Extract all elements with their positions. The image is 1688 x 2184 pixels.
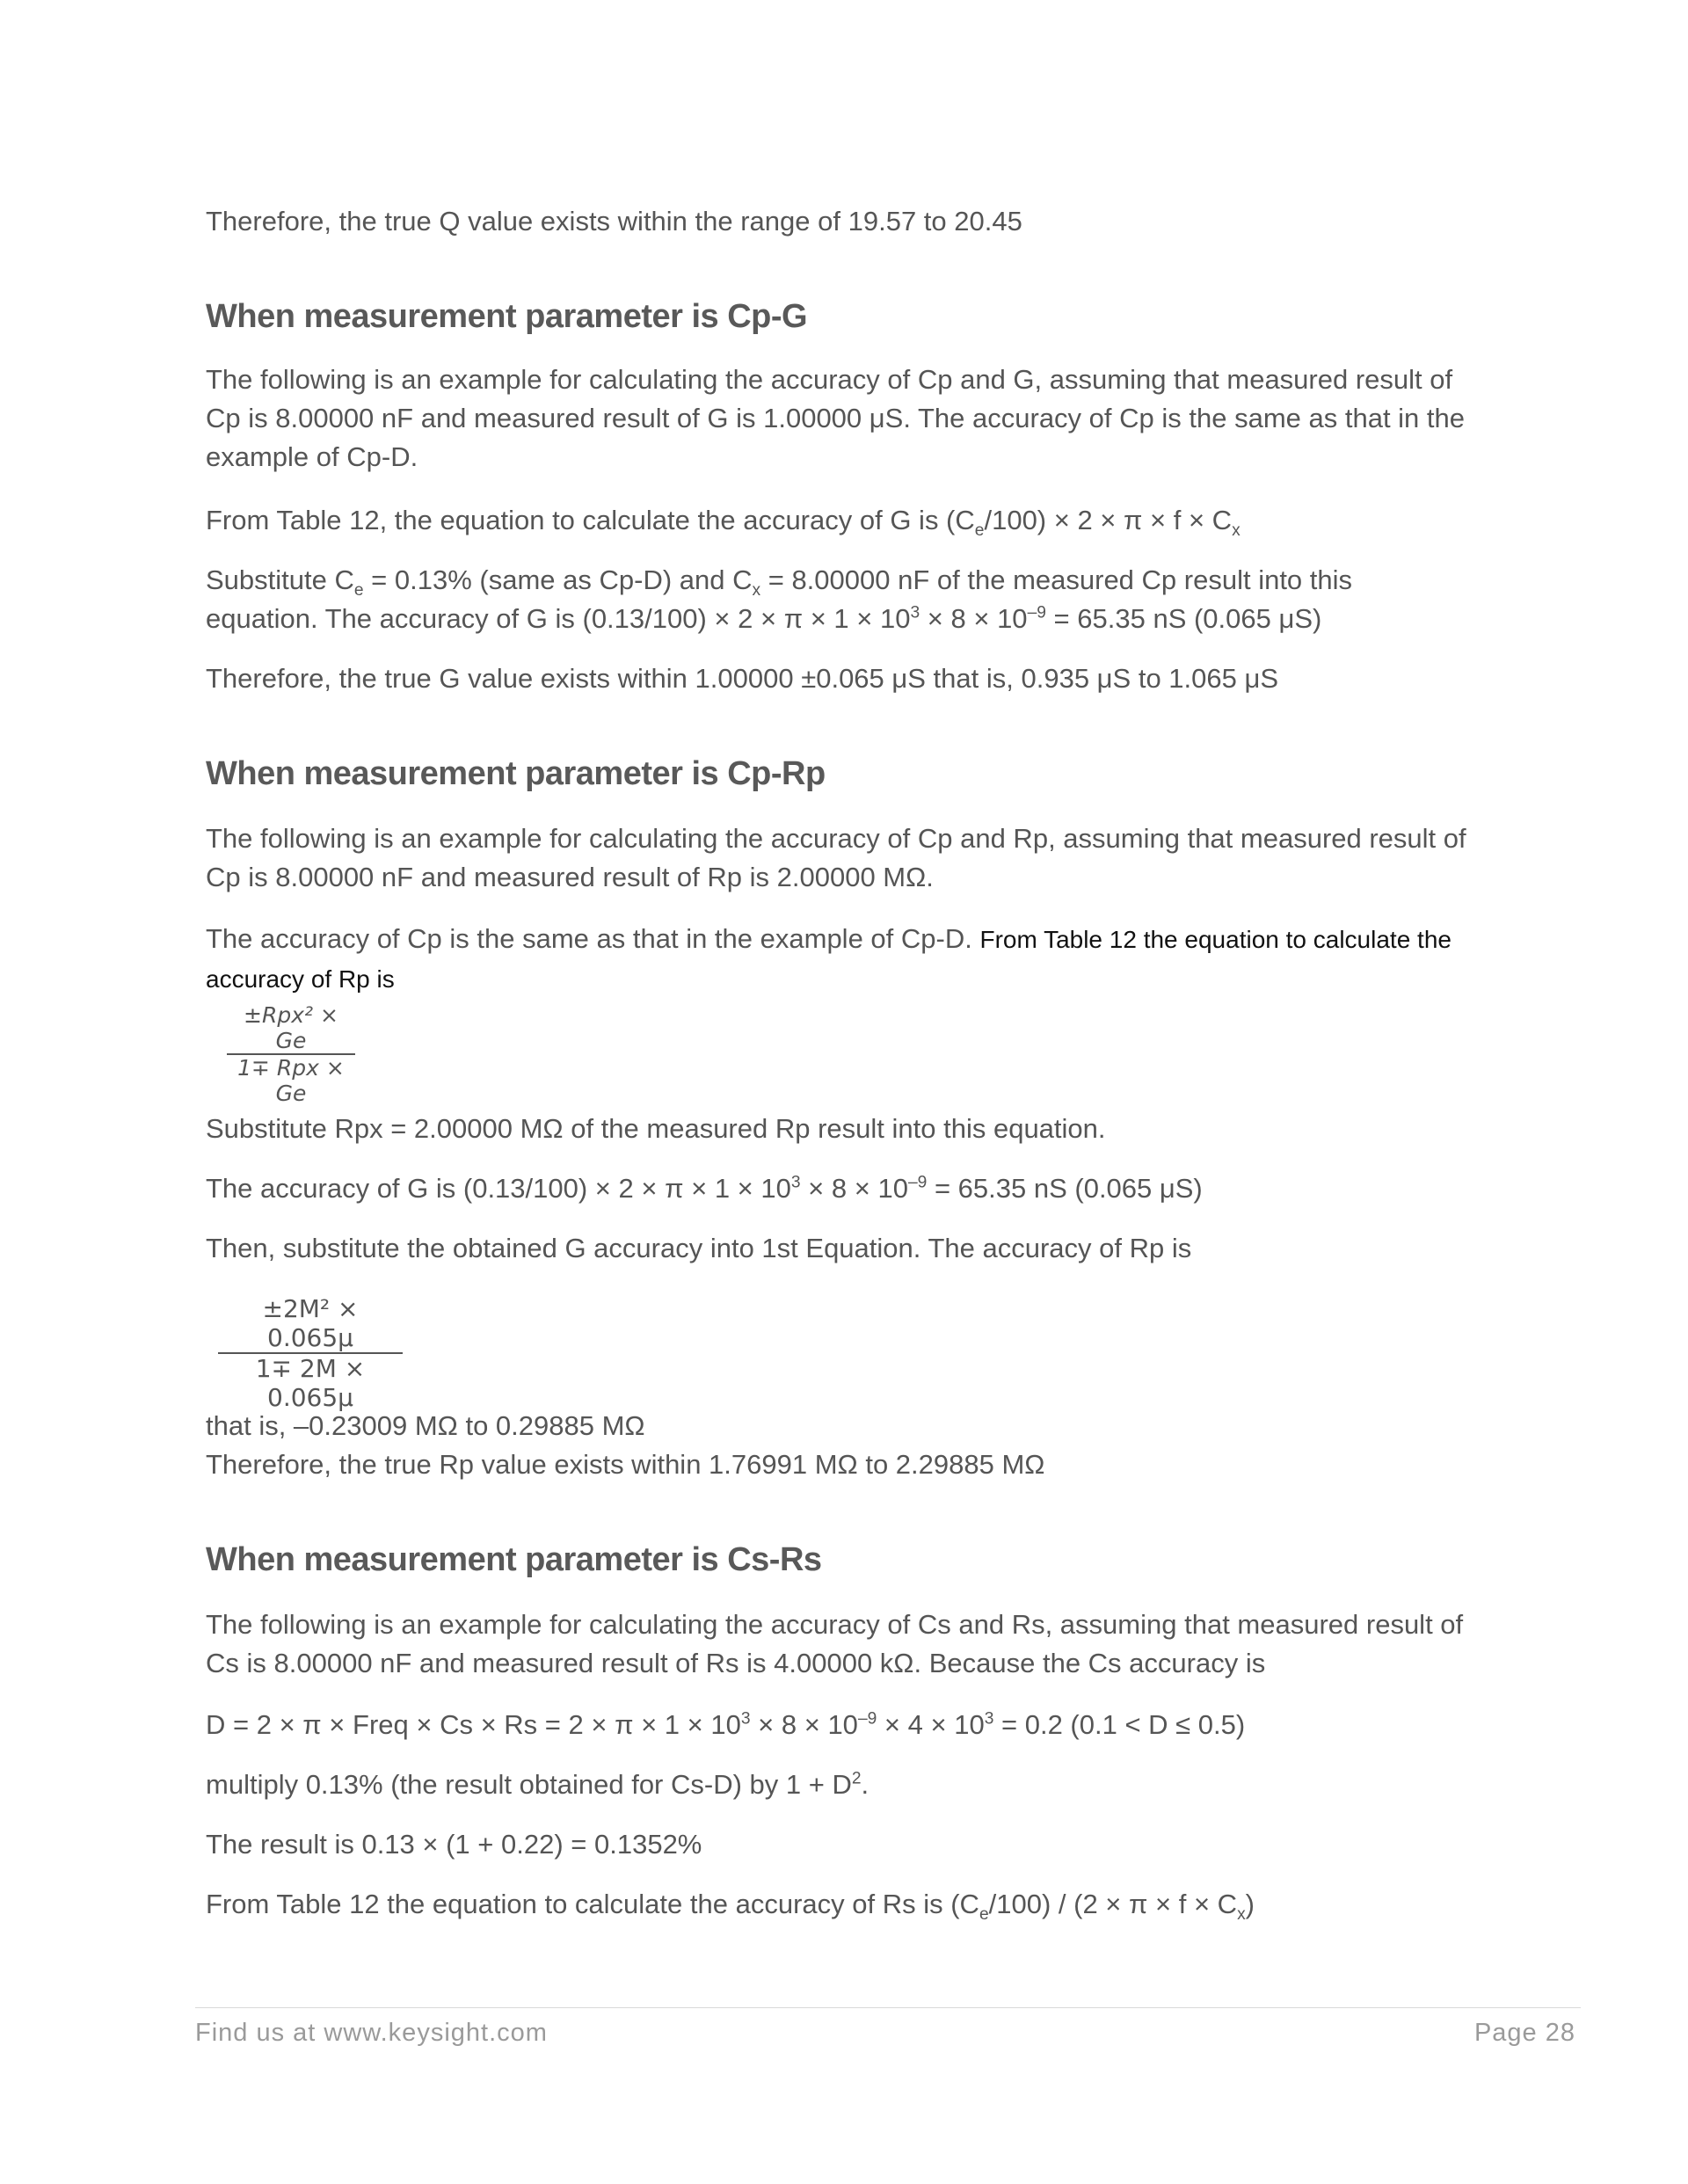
heading-cs-rs: When measurement parameter is Cs-Rs xyxy=(206,1541,822,1578)
heading-cp-g: When measurement parameter is Cp-G xyxy=(206,298,808,335)
formula-denominator: 1∓ Rpx × Ge xyxy=(237,1055,345,1106)
csrs-paragraph-5: From Table 12 the equation to calculate the accuracy of Rs is $(C_e/100) / (2 \times \pi \times f \times C_x)$ xyxy=(206,1889,1255,1925)
cprp-paragraph-7: Therefore, the true Rp value exists within 1.76991 MΩ to 2.29885 MΩ xyxy=(206,1449,1045,1480)
cprp-paragraph-5: Then, substitute the obtained G accuracy into 1st Equation. The accuracy of Rp is xyxy=(206,1233,1192,1263)
cprp-paragraph-1: The following is an example for calculating the accuracy of Cp and Rp, assuming that measured result of Cp is 8.00000 nF and measured result of Rp is 2.00000 MΩ. xyxy=(206,823,1466,892)
footer-website-link[interactable]: Find us at www.keysight.com xyxy=(195,2019,548,2047)
footer-divider xyxy=(195,2007,1581,2008)
cprp-paragraph-6: that is, –0.23009 MΩ to 0.29885 MΩ xyxy=(206,1410,645,1441)
cpg-paragraph-2: From Table 12, the equation to calculate the accuracy of G is $(C_e/100) \times 2 \times \pi \times f \times C_x$ xyxy=(206,505,1241,541)
csrs-paragraph-4: The result is 0.13 × (1 + 0.22) = 0.1352% xyxy=(206,1829,702,1860)
csrs-paragraph-3: multiply 0.13% (the result obtained for Cs-D) by $1 + D^2$. xyxy=(206,1769,869,1800)
csrs-paragraph-1: The following is an example for calculating the accuracy of Cs and Rs, assuming that measured result of Cs is 8.00000 nF and measured result of Rs is 4.00000 kΩ. Because the Cs accuracy is xyxy=(206,1609,1464,1678)
formula-numerator: ±Rpx² × Ge xyxy=(244,1002,338,1053)
cpg-paragraph-1: The following is an example for calculating the accuracy of Cp and G, assuming that measured result of Cp is 8.00000 nF and measured result of G is 1.00000 μS. The accuracy of Cp is the same as that in the example of Cp-D. xyxy=(206,364,1466,472)
footer-page-number: Page 28 xyxy=(1473,2019,1575,2047)
intro-line: Therefore, the true Q value exists within the range of 19.57 to 20.45 xyxy=(206,206,1022,237)
cpg-paragraph-3: Substitute $C_e = 0.13\%$ (same as Cp-D) and $C_x = 8.00000$ nF of the measured Cp result into this equation. The accuracy of G is $(0.13/100) \times 2 \times \pi \times 1 \times 10^3 \times 8 \times 10^{-9} = 65.35$ nS (0.065 μS) xyxy=(206,564,1353,634)
cprp-paragraph-3: Substitute Rpx = 2.00000 MΩ of the measured Rp result into this equation. xyxy=(206,1113,1106,1144)
heading-cp-rp: When measurement parameter is Cp-Rp xyxy=(206,755,826,792)
cprp-paragraph-4: The accuracy of G is $(0.13/100) \times 2 \times \pi \times 1 \times 10^3 \times 8 \times 10^{-9} = 65.35$ nS (0.065 μS) xyxy=(206,1173,1203,1204)
rp-accuracy-formula xyxy=(227,1002,355,1106)
cpg-paragraph-4: Therefore, the true G value exists within 1.00000 ±0.065 μS that is, 0.935 μS to 1.065 μS xyxy=(206,663,1279,694)
formula-denominator: 1∓ 2M × 0.065μ xyxy=(255,1354,366,1412)
formula-numerator: ±2M² × 0.065μ xyxy=(262,1294,359,1352)
rp-accuracy-substituted-formula xyxy=(218,1294,403,1412)
csrs-paragraph-2: D = 2 × π × Freq × $Cs \times Rs = 2 \times \pi \times 1 \times 10^3 \times 8 \times 10^{-9} \times 4 \times 10^3 = 0.2$ (0.1 < D ≤ 0.5) xyxy=(206,1709,1246,1740)
cprp-paragraph-2: The accuracy of Cp is the same as that in the example of Cp-D. From Table 12 the equation to calculate the accuracy of Rp is xyxy=(206,923,1452,993)
